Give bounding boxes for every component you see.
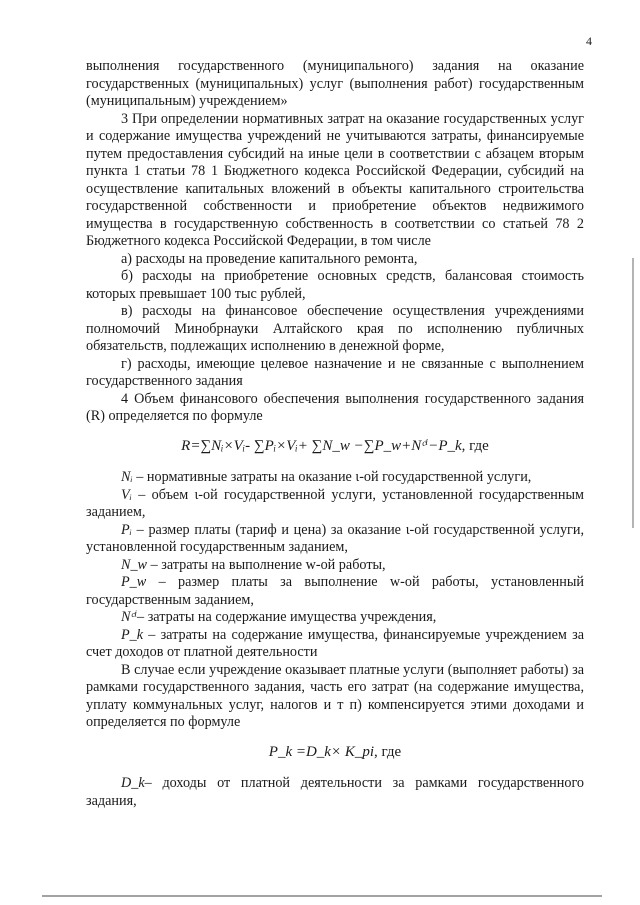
scan-edge-mark bbox=[632, 258, 634, 528]
paragraph-item-3: 3 При определении нормативных затрат на оказание государственных услуг и содержание имущества учреждений не учитываются затраты, финансируемые путем предоставления субсидий на иные цели в соответствии с абзацем вторым пункта 1 статьи 78 1 Бюджетного кодекса Российской Федерации, субсидий на осуществление капитальных вложений в объекты капитального строительства государственной собственности и приобретение объектов недвижимого имущества в государственную собственность в соответствии со статьей 78 2 Бюджетного кодекса Российской Федерации, в том числе bbox=[86, 110, 584, 249]
definition-symbol: P_w bbox=[121, 574, 147, 590]
definition-text: – нормативные затраты на оказание ι-ой государственной услуги, bbox=[132, 469, 532, 485]
definition-pk bbox=[86, 627, 584, 662]
scan-bottom-line bbox=[42, 895, 602, 897]
definition-ni bbox=[86, 469, 584, 487]
list-item-a: а) расходы на проведение капитального ремонта, bbox=[121, 250, 418, 267]
definition-text: – затраты на содержание имущества, финансируемые учреждением за счет доходов от платной деятельности bbox=[86, 626, 584, 660]
definition-symbol: Nᶜⁱ bbox=[121, 609, 138, 625]
paragraph-paid-services: В случае если учреждение оказывает платные услуги (выполняет работы) за рамками государственного задания, часть его затрат (на содержание имущества, уплату коммунальных услуг, налогов и т п) компенсируется этими доходами и определяется по формуле bbox=[86, 661, 584, 730]
paragraph-item-4: 4 Объем финансового обеспечения выполнения государственного задания (R) определяется по формуле bbox=[86, 390, 584, 424]
definition-symbol: P_k bbox=[121, 626, 144, 643]
definition-vi bbox=[86, 487, 584, 522]
definition-symbol: D_k bbox=[121, 775, 145, 791]
definition-dk bbox=[86, 775, 584, 810]
formula-r bbox=[86, 438, 584, 456]
document-body bbox=[86, 58, 584, 810]
definition-text: – размер платы за выполнение w-ой работы, установленный государственным заданием, bbox=[86, 574, 584, 608]
list-item-g: г) расходы, имеющие целевое назначение и не связанные с выполнением государственного задания bbox=[86, 355, 584, 389]
list-item-v: в) расходы на финансовое обеспечение осуществления учреждениями полномочий Минобрнауки Алтайского края по исполнению публичных обязательств, подлежащих исполнению в денежной форме, bbox=[86, 303, 584, 354]
formula-pk bbox=[86, 744, 584, 762]
formula-pk-suffix: , где bbox=[374, 743, 402, 760]
definition-pi bbox=[86, 522, 584, 557]
formula-pk-expression: P_k =D_k× K_pi bbox=[268, 743, 375, 760]
definition-symbol: Nᵢ bbox=[121, 469, 133, 485]
definition-text: – размер платы (тариф и цена) за оказание ι-ой государственной услуги, установленной государственным заданием, bbox=[86, 521, 584, 555]
definition-text: – затраты на содержание имущества учреждения, bbox=[137, 609, 437, 625]
definition-nw bbox=[86, 557, 584, 575]
definition-symbol: Vᵢ bbox=[121, 486, 132, 503]
definition-text: – объем ι-ой государственной услуги, установленной государственным заданием, bbox=[86, 486, 584, 520]
definition-symbol: N_w bbox=[121, 556, 148, 573]
page-number: 4 bbox=[586, 34, 592, 48]
list-item-b: б) расходы на приобретение основных средств, балансовая стоимость которых превышает 100 тыс рублей, bbox=[86, 268, 584, 302]
paragraph-continuation: выполнения государственного (муниципального) задания на оказание государственных (муниципальных) услуг (выполнения работ) государственным (муниципальным) учреждением» bbox=[86, 58, 584, 109]
definition-nci bbox=[86, 609, 584, 627]
definition-symbol: Pᵢ bbox=[121, 521, 132, 538]
definition-text: – доходы от платной деятельности за рамками государственного задания, bbox=[86, 775, 584, 809]
formula-r-expression: R=∑Nᵢ×Vᵢ- ∑Pᵢ×Vᵢ+ ∑N_w −∑P_w+Nᶜⁱ−P_k bbox=[181, 437, 462, 454]
definition-pw bbox=[86, 574, 584, 609]
formula-r-suffix: , где bbox=[461, 437, 489, 454]
definition-text: – затраты на выполнение w-ой работы, bbox=[147, 556, 386, 573]
